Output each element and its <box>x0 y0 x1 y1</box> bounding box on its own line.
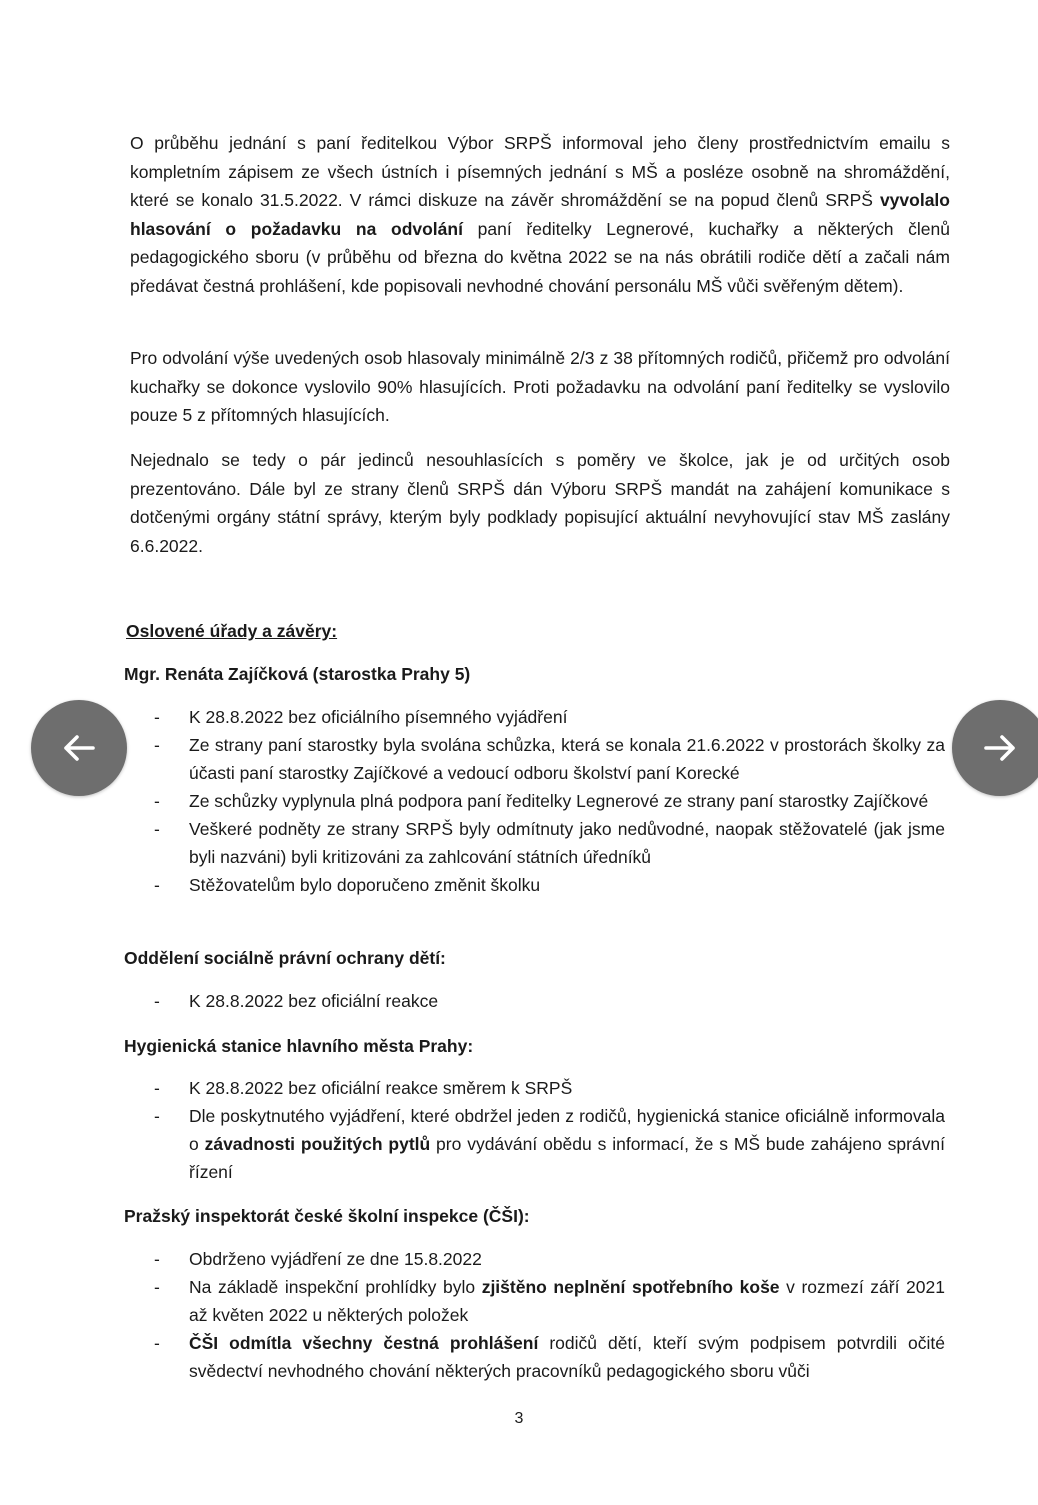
section-heading-ospod: Oddělení sociálně právní ochrany dětí: <box>124 948 446 968</box>
list-item-text: Veškeré podněty ze strany SRPŠ byly odmítnuty jako nedůvodné, naopak stěžovatelé (jak jsme byli nazváni) byli kritizováni za zahlcování státních úředníků <box>189 819 945 867</box>
bullet-dash: - <box>154 991 160 1011</box>
list-item-text <box>189 1329 945 1385</box>
arrow-right-icon <box>980 728 1020 768</box>
arrow-left-icon <box>59 728 99 768</box>
bullet-dash: - <box>154 707 160 727</box>
bullet-dash: - <box>154 1277 160 1297</box>
section-heading-hygiena: Hygienická stanice hlavního města Prahy: <box>124 1036 474 1056</box>
section-heading-starostka: Mgr. Renáta Zajíčková (starostka Prahy 5) <box>124 664 471 684</box>
list-item <box>150 871 945 899</box>
paragraph-1-part-1: O průběhu jednání s paní ředitelkou Výbor SRPŠ informoval jeho členy prostřednictvím emailu s kompletním zápisem ze všech ústních i písemných jednání s MŠ a posléze osobně na shromáždění, které se konalo 31.5.2022. V rámci diskuze na závěr shromáždění se na popud členů SRPŠ <box>130 133 950 210</box>
list-item-text: K 28.8.2022 bez oficiální reakce směrem k SRPŠ <box>189 1078 573 1098</box>
paragraph-2-text: Pro odvolání výše uvedených osob hlasovaly minimálně 2/3 z 38 přítomných rodičů, přičemž pro odvolání kuchařky se dokonce vyslovilo 90% hlasujících. Proti požadavku na odvolání paní ředitelky se vyslovilo pouze 5 z přítomných hlasujících. <box>130 348 950 425</box>
bullet-dash: - <box>154 819 160 839</box>
bullet-dash: - <box>154 1249 160 1269</box>
section-heading-csi: Pražský inspektorát české školní inspekce (ČŠI): <box>124 1206 530 1226</box>
list-item <box>150 1102 945 1186</box>
list-item-part: rodičů dětí, kteří svým podpisem potvrdili očité svědectví nevhodného chování některých pracovníků pedagogického sboru vůči <box>189 1333 945 1381</box>
section-title: Oslovené úřady a závěry: <box>126 621 338 641</box>
next-page-button[interactable] <box>952 700 1038 796</box>
paragraph-3 <box>130 446 950 560</box>
list-hygiena <box>150 1074 945 1186</box>
list-item <box>150 1074 945 1102</box>
paragraph-1-bold: vyvolalo hlasování o požadavku na odvolání <box>130 190 950 239</box>
list-item-text: Stěžovatelům bylo doporučeno změnit školku <box>189 875 541 895</box>
list-item-part: v rozmezí září 2021 až květen 2022 u některých položek <box>189 1277 945 1325</box>
list-item-text <box>189 1102 945 1186</box>
bullet-dash: - <box>154 1106 160 1126</box>
bullet-dash: - <box>154 1333 160 1353</box>
list-starostka <box>150 703 945 899</box>
list-item-text: Ze strany paní starostky byla svolána schůzka, která se konala 21.6.2022 v prostorách školky za účasti paní starostky Zajíčkové a vedoucí odboru školství paní Korecké <box>189 735 945 783</box>
list-item <box>150 1329 945 1385</box>
paragraph-2 <box>130 344 950 430</box>
list-item-text: Ze schůzky vyplynula plná podpora paní ředitelky Legnerové ze strany paní starostky Zajíčkové <box>189 791 929 811</box>
list-ospod <box>150 987 945 1015</box>
paragraph-1-part-3: paní ředitelky Legnerové, kuchařky a některých členů pedagogického sboru (v průběhu od března do května 2022 se na nás obrátili rodiče dětí a začali nám předávat čestná prohlášení, kde popisovali nevhodné chování personálu MŠ vůči svěřeným dětem). <box>130 218 951 296</box>
paragraph-1 <box>130 129 950 300</box>
list-item <box>150 1245 945 1273</box>
list-item-text: K 28.8.2022 bez oficiální reakce <box>189 991 439 1011</box>
list-item-bold: ČŠI odmítla všechny čestná prohlášení <box>189 1333 539 1353</box>
list-item <box>150 703 945 731</box>
list-item <box>150 987 945 1015</box>
paragraph-3-text: Nejednalo se tedy o pár jedinců nesouhlasících s poměry ve školce, jak je od určitých osob prezentováno. Dále byl ze strany členů SRPŠ dán Výboru SRPŠ mandát na zahájení komunikace s dotčenými orgány státní správy, kterým byly podklady popisující aktuální nevyhovující stav MŠ zaslány 6.6.2022. <box>130 450 950 556</box>
list-item-part: pro vydávání obědu s informací, že s MŠ bude zahájeno správní řízení <box>189 1134 945 1182</box>
list-item-text: K 28.8.2022 bez oficiálního písemného vyjádření <box>189 707 568 727</box>
list-item <box>150 1273 945 1329</box>
bullet-dash: - <box>154 1078 160 1098</box>
list-item <box>150 731 945 787</box>
page-number: 3 <box>514 1410 524 1427</box>
list-csi <box>150 1245 945 1385</box>
previous-page-button[interactable] <box>31 700 127 796</box>
list-item <box>150 787 945 815</box>
bullet-dash: - <box>154 791 160 811</box>
bullet-dash: - <box>154 735 160 755</box>
list-item-part: Na základě inspekční prohlídky bylo <box>189 1277 482 1297</box>
list-item-part: Dle poskytnutého vyjádření, které obdržel jeden z rodičů, hygienická stanice oficiálně informovala o <box>189 1106 945 1154</box>
list-item-bold: zjištěno neplnění spotřebního koše <box>481 1277 780 1297</box>
list-item-text: Obdrženo vyjádření ze dne 15.8.2022 <box>189 1249 482 1269</box>
list-item-text <box>189 1273 945 1329</box>
bullet-dash: - <box>154 875 160 895</box>
list-item-bold: závadnosti použitých pytlů <box>204 1134 431 1154</box>
list-item <box>150 815 945 871</box>
